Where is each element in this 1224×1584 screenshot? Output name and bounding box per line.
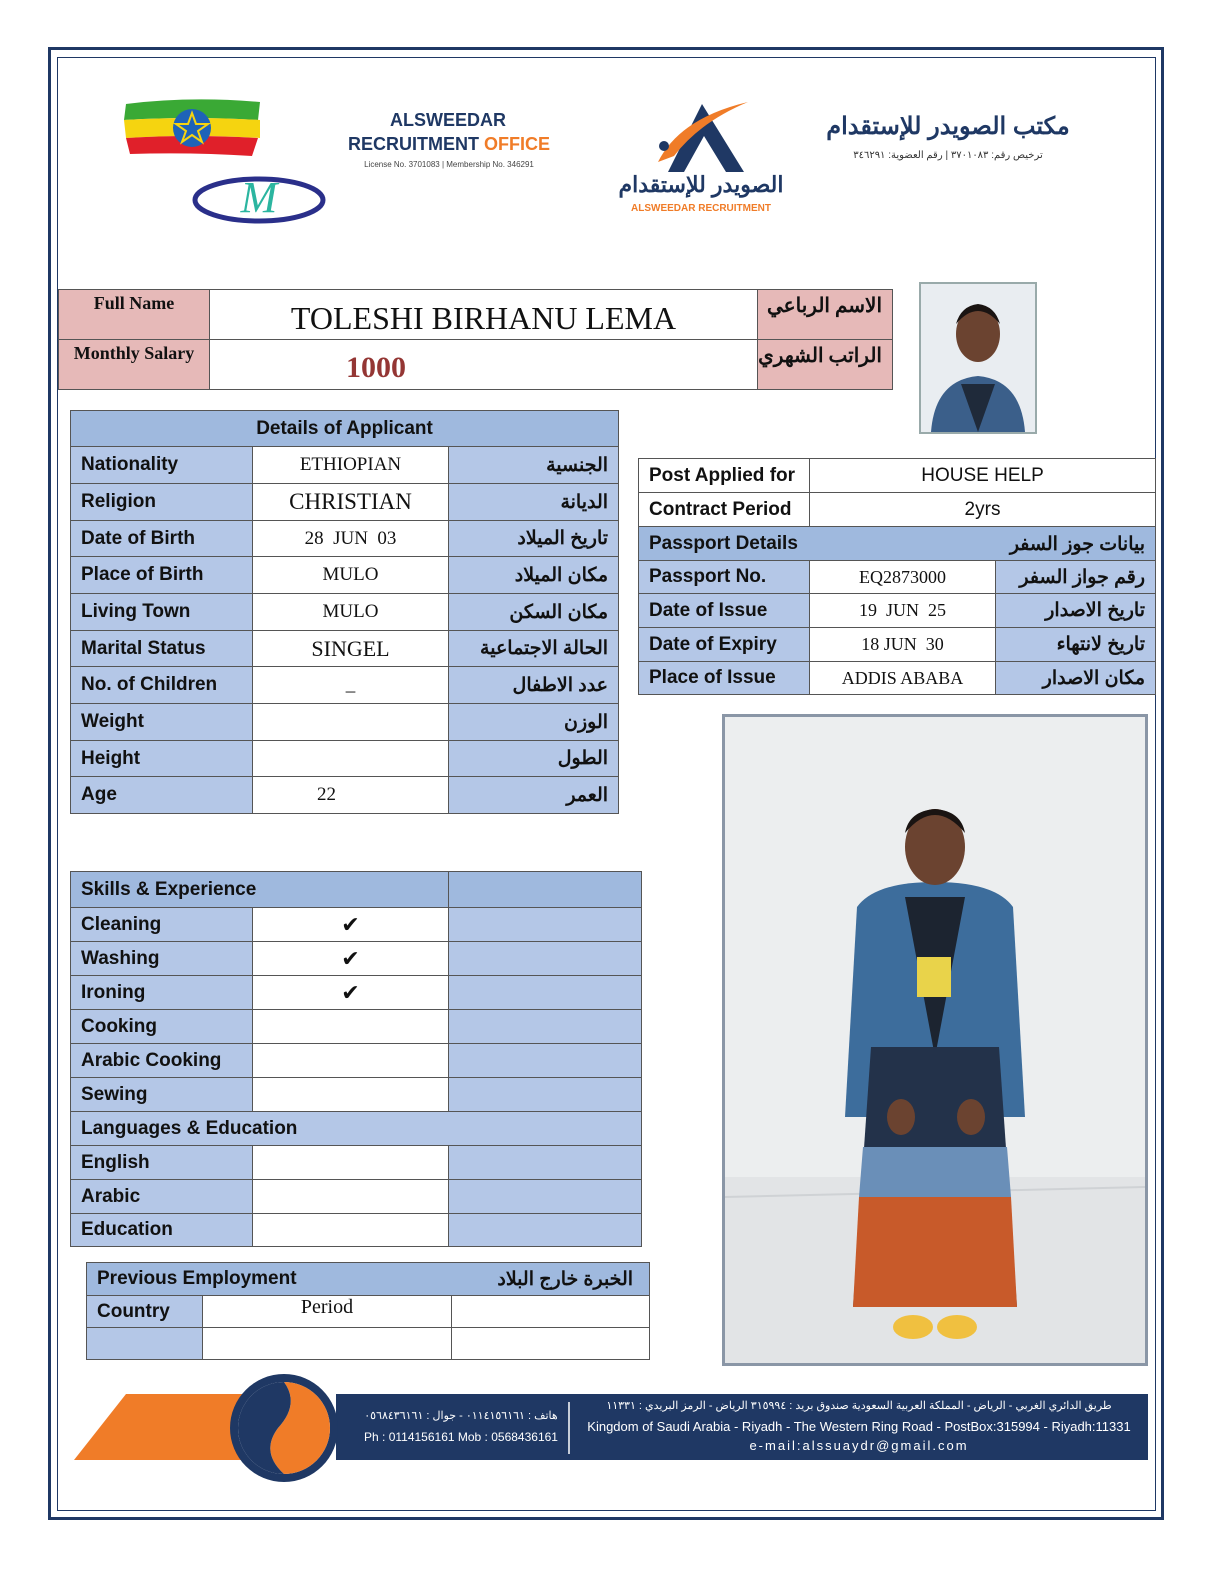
details-ar: تاريخ الميلاد	[449, 521, 619, 557]
post-value: HOUSE HELP	[810, 459, 1156, 493]
details-label: Religion	[71, 484, 253, 521]
passport-value: EQ2873000	[810, 561, 996, 594]
person-portrait-icon	[921, 284, 1035, 432]
details-value	[253, 704, 449, 741]
details-value: _	[253, 667, 449, 704]
details-label: Marital Status	[71, 631, 253, 667]
country-label: Country	[87, 1296, 203, 1328]
details-value	[253, 741, 449, 777]
a-brand-logo	[640, 100, 766, 176]
details-value: 28 JUN 03	[253, 521, 449, 557]
office-name-line1: ALSWEEDAR	[390, 110, 506, 130]
employment-country-cell	[87, 1328, 203, 1360]
footer-email: e-mail:alssuaydr@gmail.com	[749, 1438, 969, 1453]
details-ar: الوزن	[449, 704, 619, 741]
license-number: License No. 3701083	[364, 160, 440, 169]
post-passport-table	[638, 458, 1156, 695]
skill-extra	[449, 908, 642, 942]
details-value: ETHIOPIAN	[253, 447, 449, 484]
details-label: Age	[71, 777, 253, 814]
skill-label: Washing	[71, 942, 253, 976]
skill-label: Arabic Cooking	[71, 1044, 253, 1078]
membership-number: Membership No. 346291	[446, 160, 534, 169]
details-header: Details of Applicant	[71, 411, 619, 447]
skills-table	[70, 871, 642, 1247]
full-name-value: TOLESHI BIRHANU LEMA	[210, 290, 758, 340]
footer-phone-ar: هاتف : ٠١١٤١٥٦١٦١ - جوال : ٠٥٦٨٤٣٦١٦١	[364, 1410, 558, 1422]
passport-label: Place of Issue	[639, 662, 810, 695]
passport-ar: تاريخ الاصدار	[996, 594, 1156, 628]
details-ar: عدد الاطفال	[449, 667, 619, 704]
details-ar: مكان السكن	[449, 594, 619, 631]
contract-label: Contract Period	[639, 493, 810, 527]
skill-extra	[449, 942, 642, 976]
footer-address-ar: طريق الدائري الغربي - الرياض - المملكة العربية السعودية صندوق بريد : ٣١٥٩٩٤ الرياض - الرمز البريدي : ١١٣٣١	[606, 1400, 1112, 1412]
details-label: Weight	[71, 704, 253, 741]
details-ar: العمر	[449, 777, 619, 814]
details-ar: الجنسية	[449, 447, 619, 484]
passport-ar: رقم جواز السفر	[996, 561, 1156, 594]
details-label: Nationality	[71, 447, 253, 484]
details-value: 22	[253, 777, 449, 814]
details-value: MULO	[253, 557, 449, 594]
skill-check	[253, 1078, 449, 1112]
language-label: Arabic	[71, 1180, 253, 1214]
footer-phone-en: Ph : 0114156161 Mob : 0568436161	[364, 1430, 558, 1444]
skill-label: Sewing	[71, 1078, 253, 1112]
skill-check: ✔	[253, 976, 449, 1010]
details-label: Height	[71, 741, 253, 777]
details-value: SINGEL	[253, 631, 449, 667]
skill-extra	[449, 1010, 642, 1044]
details-ar: الطول	[449, 741, 619, 777]
details-value: MULO	[253, 594, 449, 631]
details-ar: الديانة	[449, 484, 619, 521]
language-value	[253, 1180, 449, 1214]
details-ar: مكان الميلاد	[449, 557, 619, 594]
skill-extra	[449, 1078, 642, 1112]
passport-value: 18 JUN 30	[810, 628, 996, 662]
passport-header-ar: بيانات جوز السفر	[1009, 534, 1146, 555]
applicant-details-table	[70, 410, 619, 814]
language-extra	[449, 1214, 642, 1247]
period-label: Period	[203, 1296, 452, 1328]
office-office-word: OFFICE	[484, 134, 550, 154]
applicant-photo-large	[722, 714, 1148, 1366]
details-ar: الحالة الاجتماعية	[449, 631, 619, 667]
contract-value: 2yrs	[810, 493, 1156, 527]
language-value	[253, 1214, 449, 1247]
passport-label: Date of Expiry	[639, 628, 810, 662]
employment-header-ar: الخبرة خارج البلاد	[497, 1269, 634, 1290]
details-label: Place of Birth	[71, 557, 253, 594]
salary-ar: الراتب الشهري	[758, 340, 893, 390]
employment-header	[87, 1263, 650, 1296]
post-label: Post Applied for	[639, 459, 810, 493]
passport-value: ADDIS ABABA	[810, 662, 996, 695]
details-label: Date of Birth	[71, 521, 253, 557]
passport-ar: تاريخ لانتهاء	[996, 628, 1156, 662]
applicant-photo-small	[919, 282, 1037, 434]
person-full-body-icon	[725, 717, 1145, 1363]
language-value	[253, 1146, 449, 1180]
skills-header-empty	[449, 872, 642, 908]
skill-extra	[449, 1044, 642, 1078]
ethiopia-flag-logo	[120, 96, 266, 162]
svg-text:M: M	[240, 173, 278, 222]
passport-ar: مكان الاصدار	[996, 662, 1156, 695]
salary-value: 1000	[210, 340, 758, 390]
passport-value: 19 JUN 25	[810, 594, 996, 628]
skills-header: Skills & Experience	[71, 872, 449, 908]
details-value: CHRISTIAN	[253, 484, 449, 521]
arabic-brand-name: الصويدر للإستقدام	[618, 172, 784, 197]
arabic-office-name: مكتب الصويدر للإستقدام	[826, 113, 1070, 140]
employment-header-en: Previous Employment	[97, 1268, 297, 1289]
language-label: Education	[71, 1214, 253, 1247]
full-name-label: Full Name	[59, 290, 210, 340]
details-label: Living Town	[71, 594, 253, 631]
name-salary-table	[58, 289, 893, 390]
skill-label: Cooking	[71, 1010, 253, 1044]
employment-period-cell	[203, 1328, 452, 1360]
passport-header	[639, 527, 1156, 561]
languages-header: Languages & Education	[71, 1112, 642, 1146]
language-extra	[449, 1180, 642, 1214]
passport-header-en: Passport Details	[649, 532, 798, 554]
office-name-line2	[334, 134, 564, 155]
skill-label: Ironing	[71, 976, 253, 1010]
skill-check: ✔	[253, 942, 449, 976]
skill-check	[253, 1010, 449, 1044]
employment-extra-cell	[452, 1328, 650, 1360]
passport-label: Date of Issue	[639, 594, 810, 628]
skill-extra	[449, 976, 642, 1010]
salary-label: Monthly Salary	[59, 340, 210, 390]
language-label: English	[71, 1146, 253, 1180]
m-logo	[192, 170, 326, 226]
language-extra	[449, 1146, 642, 1180]
employment-extra	[452, 1296, 650, 1328]
skill-check: ✔	[253, 908, 449, 942]
footer-address-en: Kingdom of Saudi Arabia - Riyadh - The Western Ring Road - PostBox:315994 - Riyadh:11331	[587, 1419, 1131, 1434]
full-name-ar: الاسم الرباعي	[758, 290, 893, 340]
details-label: No. of Children	[71, 667, 253, 704]
skill-label: Cleaning	[71, 908, 253, 942]
office-license-line: License No. 3701083 | Membership No. 346291	[364, 160, 534, 169]
previous-employment-table	[86, 1262, 650, 1360]
arabic-license-line: ترخيص رقم: ٣٧٠١٠٨٣ | رقم العضوية: ٣٤٦٢٩١	[853, 150, 1043, 161]
arabic-brand-sub: ALSWEEDAR RECRUITMENT	[631, 203, 771, 214]
passport-label: Passport No.	[639, 561, 810, 594]
skill-check	[253, 1044, 449, 1078]
office-recruitment-word: RECRUITMENT	[347, 134, 479, 154]
